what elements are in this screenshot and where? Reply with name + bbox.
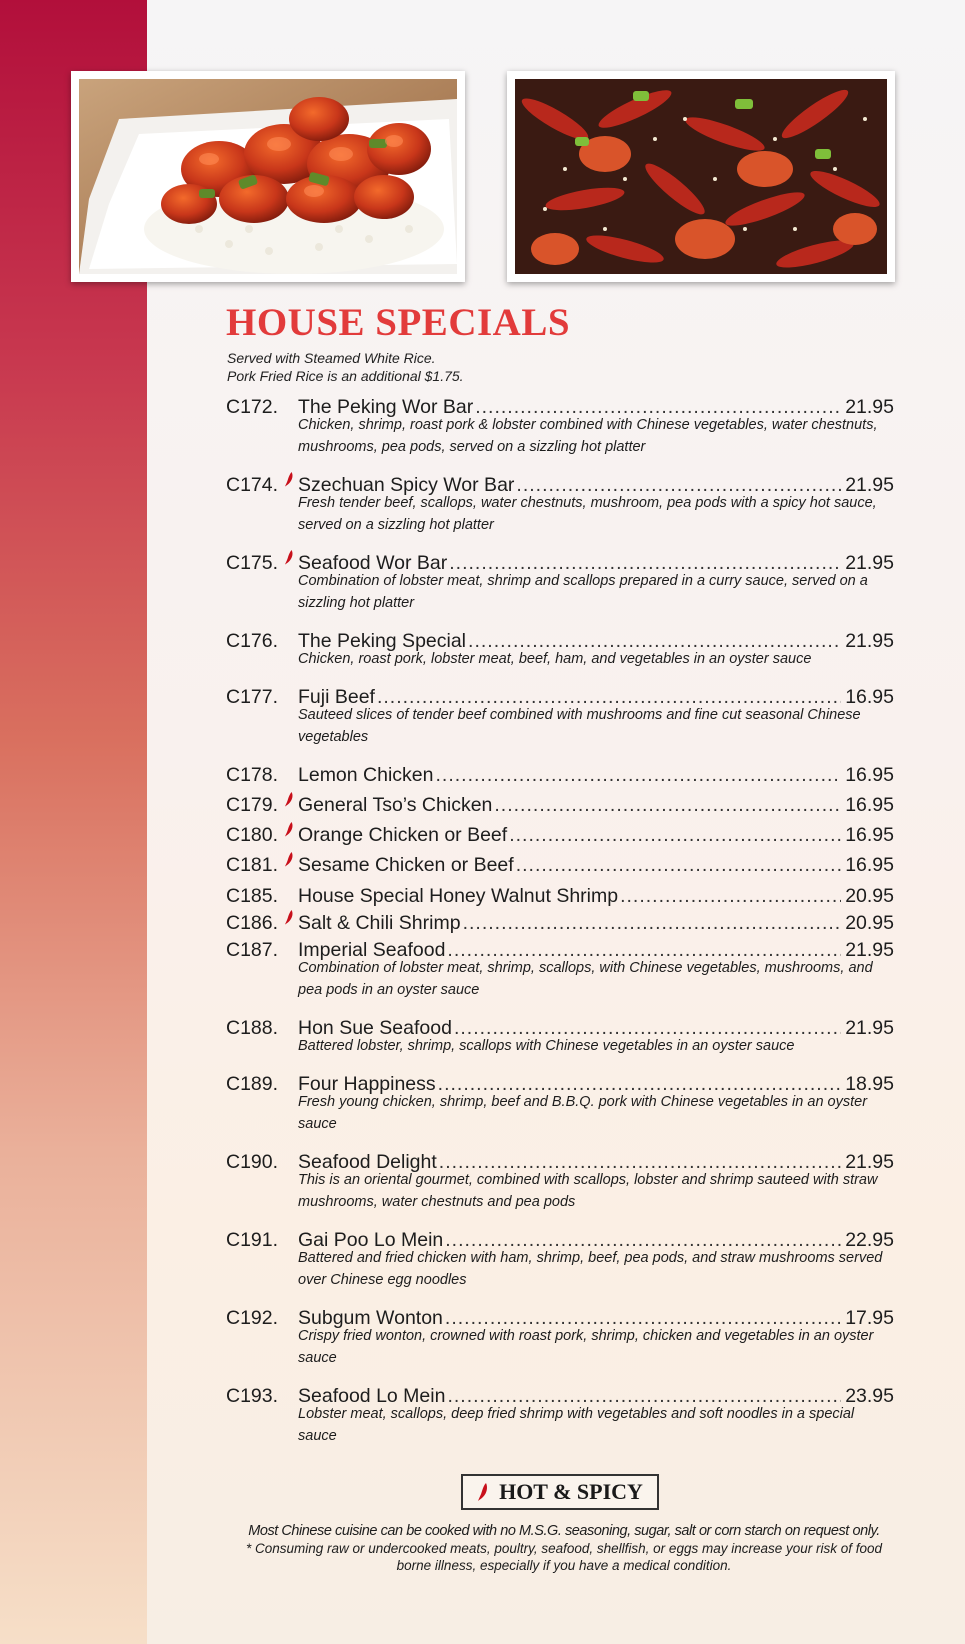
menu-item-row — [226, 786, 894, 816]
section-title: HOUSE SPECIALS — [226, 301, 571, 344]
item-name: Gai Poo Lo Mein — [298, 1229, 444, 1251]
menu-item — [226, 1065, 894, 1135]
subtitle-line: Pork Fried Rice is an additional $1.75. — [227, 368, 464, 384]
item-code: C192. — [226, 1307, 279, 1329]
item-name: Orange Chicken or Beef — [298, 824, 508, 846]
dot-leader — [509, 823, 841, 848]
dot-leader — [436, 763, 842, 788]
item-code: C172. — [226, 396, 279, 418]
item-price: 20.95 — [845, 885, 894, 907]
item-price: 16.95 — [845, 794, 894, 816]
menu-item — [226, 1221, 894, 1291]
item-price: 21.95 — [845, 396, 894, 418]
menu-item — [226, 388, 894, 458]
item-code: C175. — [226, 552, 279, 574]
menu-item — [226, 1299, 894, 1369]
menu-item-row — [226, 1221, 894, 1251]
item-name: Four Happiness — [298, 1073, 436, 1095]
menu-item-row — [226, 904, 894, 934]
item-code: C177. — [226, 686, 279, 708]
item-name: Salt & Chili Shrimp — [298, 912, 461, 934]
item-name: General Tso’s Chicken — [298, 794, 493, 816]
item-price: 21.95 — [845, 939, 894, 961]
item-price: 20.95 — [845, 912, 894, 934]
menu-item — [226, 678, 894, 748]
item-code: C187. — [226, 939, 279, 961]
spicy-marker — [279, 931, 298, 956]
chili-pepper-icon — [284, 791, 294, 807]
menu-item-row — [226, 678, 894, 708]
item-name: Subgum Wonton — [298, 1307, 443, 1329]
item-code: C178. — [226, 764, 279, 786]
menu-item-row — [226, 1299, 894, 1329]
item-name: Szechuan Spicy Wor Bar — [298, 474, 515, 496]
spicy-marker — [279, 904, 298, 929]
item-name: Imperial Seafood — [298, 939, 446, 961]
item-description: Fresh young chicken, shrimp, beef and B.B.Q. pork with Chinese vegetables in an oyster sauce — [298, 1094, 868, 1132]
item-description: Fresh tender beef, scallops, water chestnuts, mushroom, pea pods with a spicy hot sauce, served on a sizzling hot platter — [298, 495, 877, 533]
menu-item-row — [226, 846, 894, 876]
item-description: Chicken, roast pork, lobster meat, beef, ham, and vegetables in an oyster sauce — [298, 651, 812, 667]
item-code: C186. — [226, 912, 279, 934]
item-code: C190. — [226, 1151, 279, 1173]
menu-item-row — [226, 622, 894, 652]
item-price: 21.95 — [845, 1017, 894, 1039]
menu-item — [226, 1009, 894, 1057]
item-code: C181. — [226, 854, 279, 876]
item-name: Lemon Chicken — [298, 764, 434, 786]
msg-note: Most Chinese cuisine can be cooked with no M.S.G. seasoning, sugar, salt or corn starch on request only. — [248, 1523, 880, 1539]
item-description: This is an oriental gourmet, combined with scallops, lobster and shrimp sauteed with straw mushrooms, water chestnuts and pea pods — [298, 1172, 878, 1210]
menu-item-row — [226, 756, 894, 786]
item-price: 16.95 — [845, 824, 894, 846]
menu-item-row — [226, 388, 894, 418]
item-code: C180. — [226, 824, 279, 846]
menu-item-row — [226, 1009, 894, 1039]
item-code: C188. — [226, 1017, 279, 1039]
item-price: 16.95 — [845, 854, 894, 876]
item-name: House Special Honey Walnut Shrimp — [298, 885, 619, 907]
menu-item — [226, 816, 894, 846]
item-description: Lobster meat, scallops, deep fried shrimp with vegetables and soft noodles in a special sauce — [298, 1406, 855, 1444]
spicy-marker — [279, 816, 298, 841]
legend-label: HOT & SPICY — [499, 1479, 643, 1504]
menu-item-row — [226, 1377, 894, 1407]
menu-item — [226, 931, 894, 1001]
menu-item-list — [226, 388, 894, 1455]
item-price: 16.95 — [845, 686, 894, 708]
item-code: C176. — [226, 630, 279, 652]
spicy-marker — [279, 1221, 298, 1246]
item-name: Fuji Beef — [298, 686, 375, 708]
menu-item-row — [226, 1143, 894, 1173]
menu-item-row — [226, 877, 894, 907]
item-name: Sesame Chicken or Beef — [298, 854, 514, 876]
item-description: Chicken, shrimp, roast pork & lobster combined with Chinese vegetables, water chestnuts, mushrooms, pea pods, served on a sizzling hot platter — [298, 417, 878, 455]
item-name: Seafood Delight — [298, 1151, 437, 1173]
dot-leader — [516, 853, 841, 878]
menu-item — [226, 786, 894, 816]
menu-item — [226, 544, 894, 614]
chili-pepper-icon — [284, 821, 294, 837]
item-code: C185. — [226, 885, 279, 907]
menu-item — [226, 904, 894, 934]
item-description: Crispy fried wonton, crowned with roast pork, shrimp, chicken and vegetables in an oyster sauce — [298, 1328, 874, 1366]
item-name: Seafood Lo Mein — [298, 1385, 446, 1407]
item-price: 21.95 — [845, 474, 894, 496]
chili-pepper-icon — [284, 909, 294, 925]
menu-item-row — [226, 1065, 894, 1095]
item-price: 21.95 — [845, 1151, 894, 1173]
spicy-marker — [279, 1143, 298, 1168]
spicy-marker — [279, 678, 298, 703]
menu-item — [226, 622, 894, 670]
item-price: 16.95 — [845, 764, 894, 786]
menu-item-row — [226, 544, 894, 574]
item-code: C179. — [226, 794, 279, 816]
menu-item — [226, 1143, 894, 1213]
item-description: Combination of lobster meat, shrimp, scallops, with Chinese vegetables, mushrooms, and pea pods in an oyster sauce — [298, 960, 873, 998]
spicy-marker — [279, 388, 298, 413]
spicy-marker — [279, 622, 298, 647]
spicy-marker — [279, 1377, 298, 1402]
chili-pepper-icon — [284, 851, 294, 867]
item-code: C174. — [226, 474, 279, 496]
spicy-marker — [279, 466, 298, 491]
item-name: Seafood Wor Bar — [298, 552, 448, 574]
item-price: 18.95 — [845, 1073, 894, 1095]
item-description: Combination of lobster meat, shrimp and scallops prepared in a curry sauce, served on a sizzling hot platter — [298, 573, 868, 611]
menu-item — [226, 877, 894, 907]
spicy-marker — [279, 544, 298, 569]
spicy-marker — [279, 1009, 298, 1034]
item-name: Hon Sue Seafood — [298, 1017, 452, 1039]
item-name: The Peking Wor Bar — [298, 396, 474, 418]
menu-item — [226, 466, 894, 536]
item-price: 22.95 — [845, 1229, 894, 1251]
item-description: Sauteed slices of tender beef combined with mushrooms and fine cut seasonal Chinese vegetables — [298, 707, 861, 745]
item-price: 21.95 — [845, 630, 894, 652]
subtitle-line: Served with Steamed White Rice. — [227, 350, 436, 366]
chili-pepper-icon — [284, 471, 294, 487]
item-description: Battered lobster, shrimp, scallops with Chinese vegetables in an oyster sauce — [298, 1038, 795, 1054]
menu-item — [226, 1377, 894, 1447]
spicy-marker — [279, 846, 298, 871]
chili-pepper-icon — [477, 1482, 489, 1502]
menu-item — [226, 756, 894, 786]
spicy-marker — [279, 756, 298, 781]
spicy-marker — [279, 1065, 298, 1090]
spicy-marker — [279, 1299, 298, 1324]
item-code: C193. — [226, 1385, 279, 1407]
chili-pepper-icon — [284, 549, 294, 565]
sweet-and-sour-chicken-photo — [71, 71, 465, 282]
item-code: C189. — [226, 1073, 279, 1095]
spicy-marker — [279, 877, 298, 902]
section-subtitle — [227, 349, 464, 385]
hot-and-spicy-legend — [461, 1474, 659, 1510]
item-name: The Peking Special — [298, 630, 467, 652]
menu-item-row — [226, 816, 894, 846]
menu-item-row — [226, 466, 894, 496]
spicy-marker — [279, 786, 298, 811]
menu-item — [226, 846, 894, 876]
spicy-chili-chicken-photo — [507, 71, 895, 282]
item-price: 17.95 — [845, 1307, 894, 1329]
menu-item-row — [226, 931, 894, 961]
footer-notes — [214, 1522, 914, 1574]
item-code: C191. — [226, 1229, 279, 1251]
item-price: 23.95 — [845, 1385, 894, 1407]
item-price: 21.95 — [845, 552, 894, 574]
food-safety-disclaimer: * Consuming raw or undercooked meats, poultry, seafood, shellfish, or eggs may increase your risk of food borne illness, especially if you have a medical condition. — [245, 1541, 883, 1573]
item-description: Battered and fried chicken with ham, shrimp, beef, pea pods, and straw mushrooms served over Chinese egg noodles — [298, 1250, 883, 1288]
dot-leader — [494, 793, 841, 818]
